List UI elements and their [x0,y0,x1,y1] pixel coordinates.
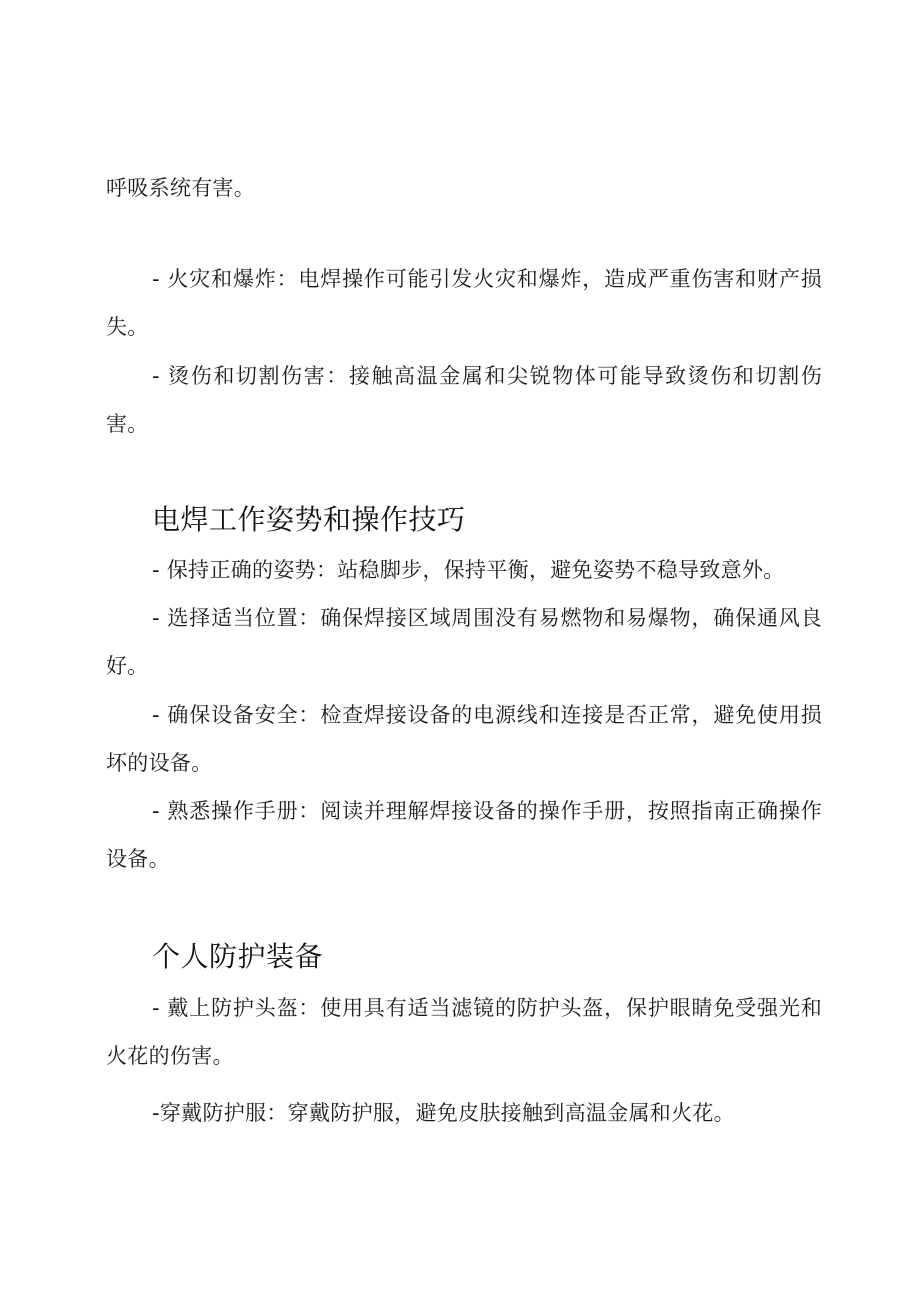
section-heading-ppe: 个人防护装备 [152,940,324,973]
paragraph-burns-cuts: - 烫伤和切割伤害：接触高温金属和尖锐物体可能导致烫伤和切割伤害。 [106,364,822,436]
paragraph-protective-clothing: -穿戴防护服：穿戴防护服，避免皮肤接触到高温金属和火花。 [152,1101,735,1125]
paragraph-fire-explosion: - 火灾和爆炸：电焊操作可能引发火灾和爆炸，造成严重伤害和财产损失。 [106,267,822,339]
paragraph-select-position: - 选择适当位置：确保焊接区域周围没有易燃物和易爆物，确保通风良好。 [106,606,822,678]
paragraph-correct-posture: - 保持正确的姿势：站稳脚步，保持平衡，避免姿势不稳导致意外。 [152,558,785,582]
paragraph-helmet: - 戴上防护头盔：使用具有适当滤镜的防护头盔，保护眼睛免受强光和火花的伤害。 [106,996,822,1068]
paragraph-respiratory-tail: 呼吸系统有害。 [106,176,256,200]
paragraph-equipment-safety: - 确保设备安全：检查焊接设备的电源线和连接是否正常，避免使用损坏的设备。 [106,703,822,775]
section-heading-posture-technique: 电焊工作姿势和操作技巧 [152,503,466,536]
paragraph-operation-manual: - 熟悉操作手册：阅读并理解焊接设备的操作手册，按照指南正确操作设备。 [106,799,822,871]
